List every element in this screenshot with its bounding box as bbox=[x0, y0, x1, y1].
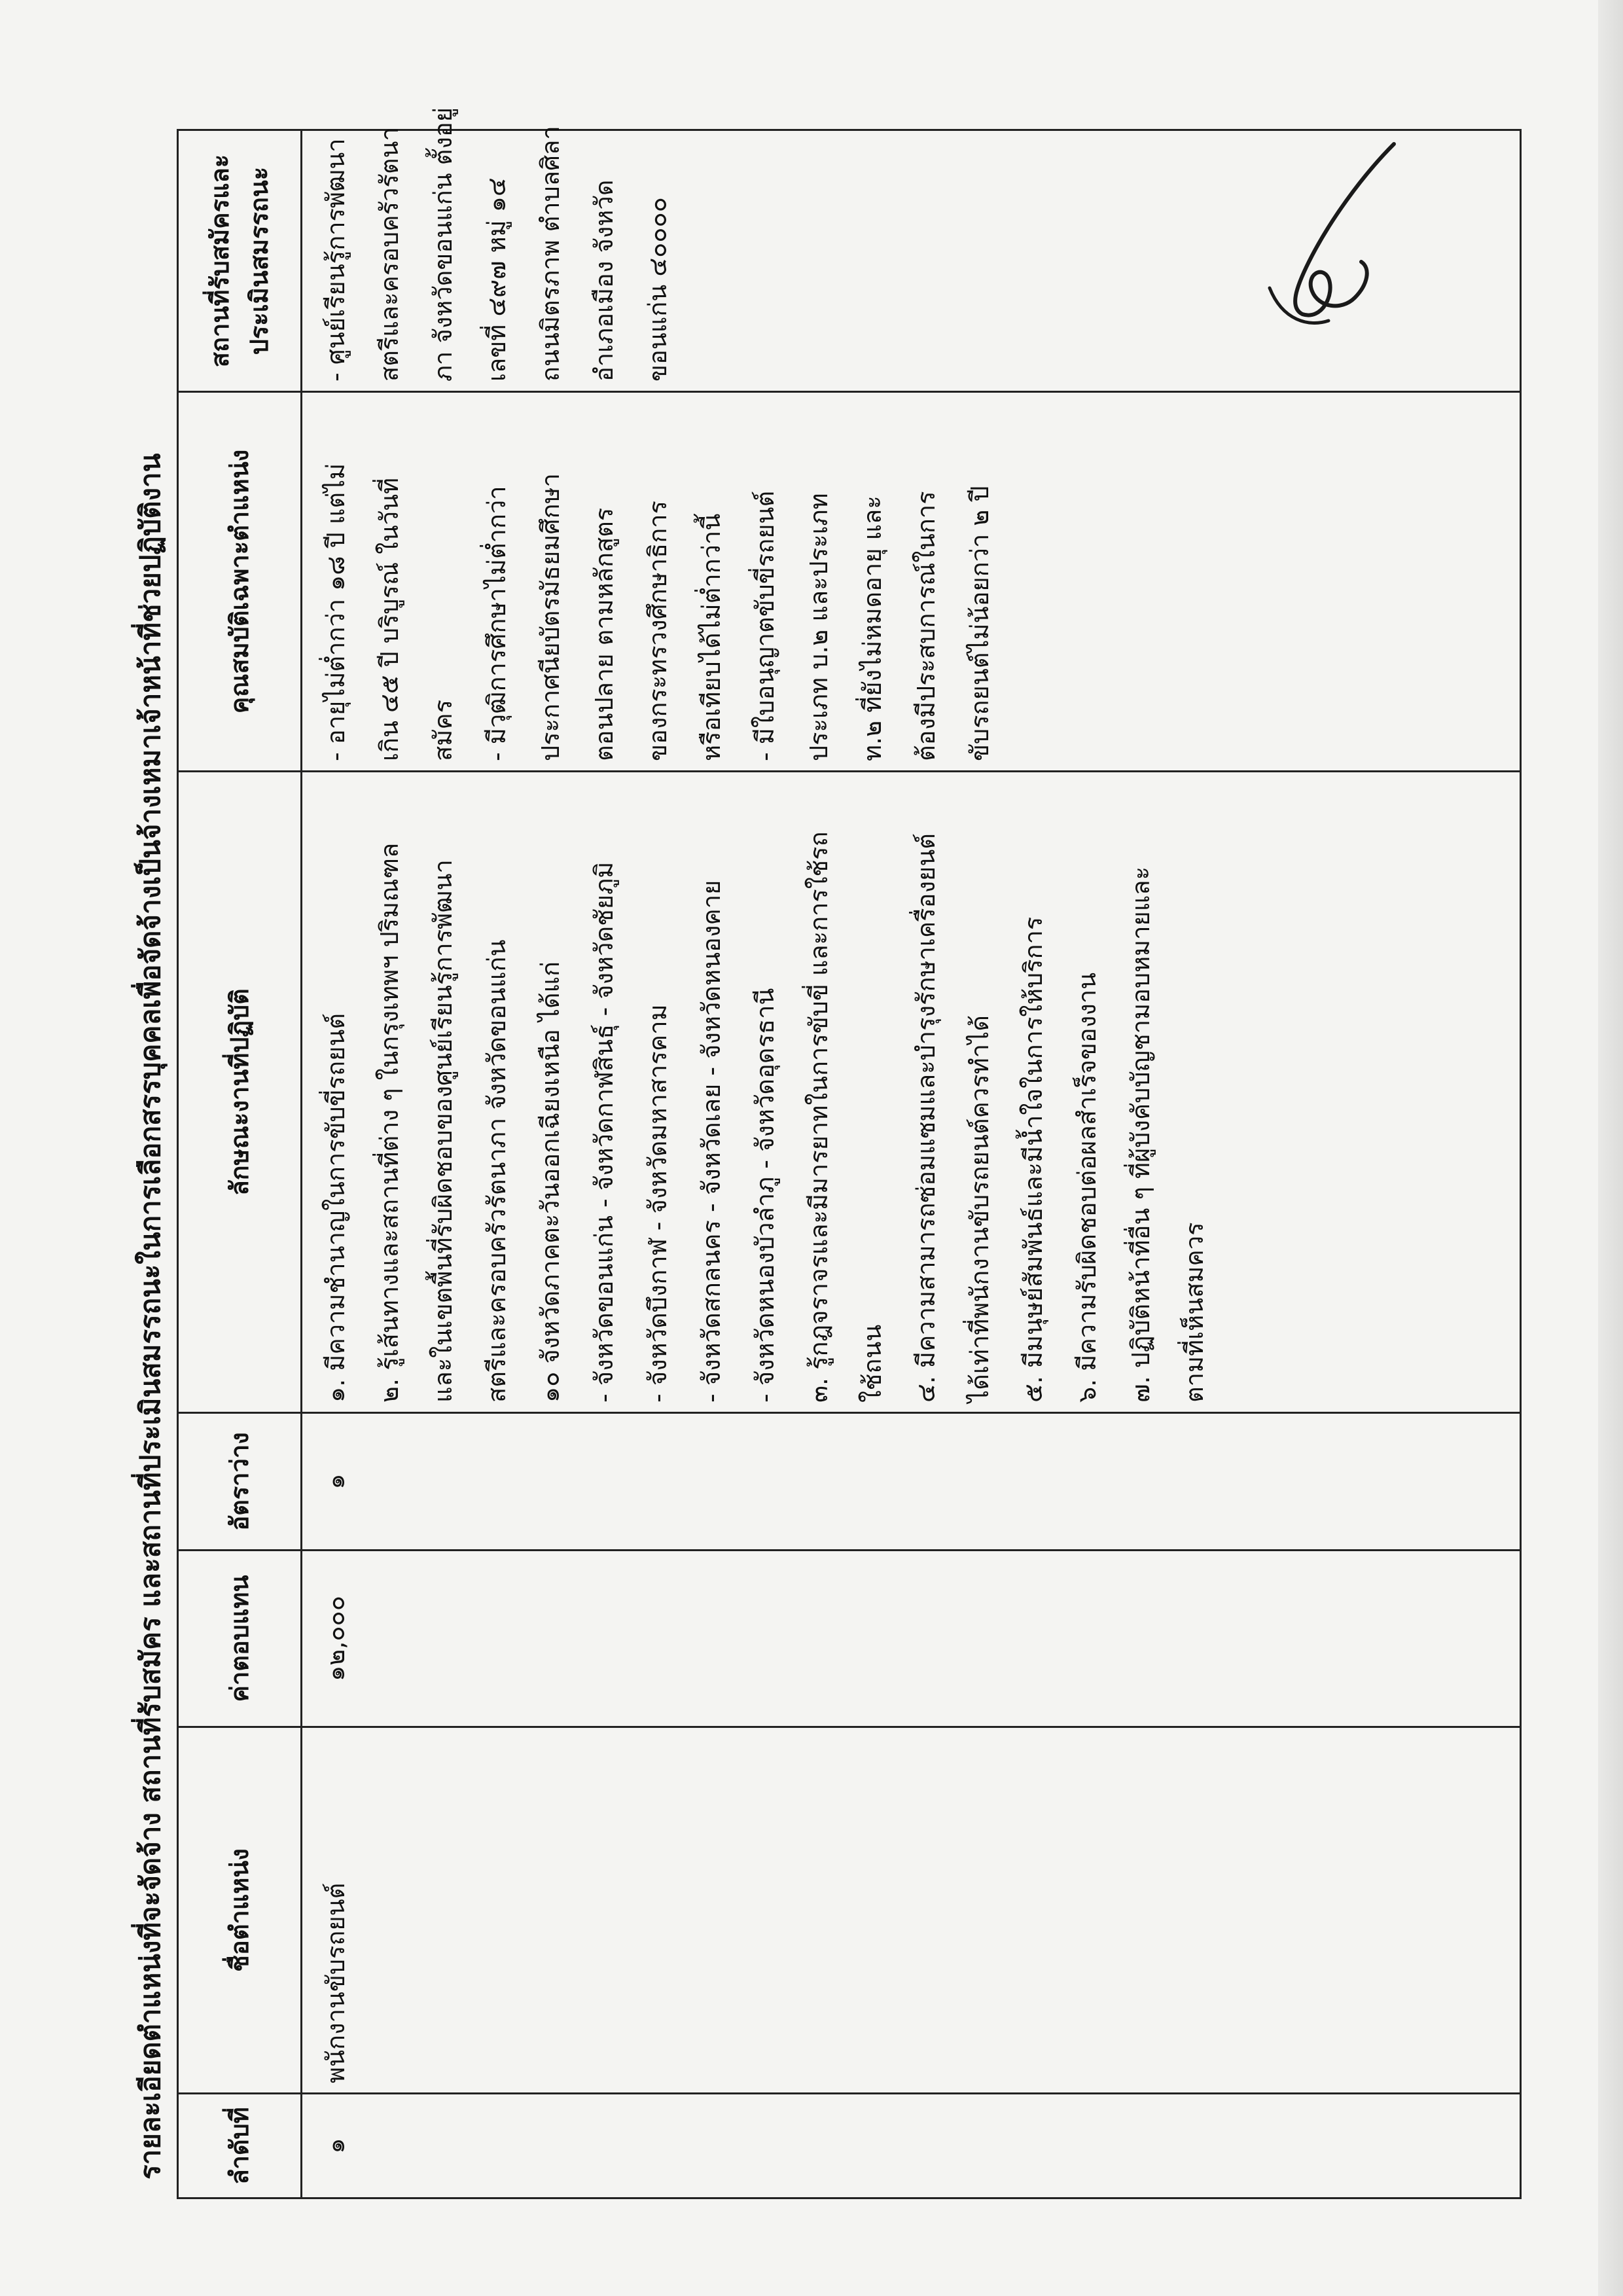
duty-line: ๑๐ จังหวัดภาคตะวันออกเฉียงเหนือ ได้แก่ bbox=[536, 961, 565, 1403]
duty-line: ได้เท่าที่พนักงานขับรถยนต์ควรทำได้ bbox=[965, 1015, 994, 1403]
duty-line: - จังหวัดขอนแก่น - จังหวัดกาฬสินธุ์ - จังหวัดชัยภูมิ bbox=[590, 861, 618, 1403]
cell-no: ๑ bbox=[302, 2094, 1521, 2198]
duty-line: - จังหวัดสกลนคร - จังหวัดเลย - จังหวัดหนองคาย bbox=[697, 880, 726, 1403]
qualification-line: ต้องมีประสบการณ์ในการ bbox=[912, 491, 940, 761]
qualification-line: ขับรถยนต์ไม่น้อยกว่า ๒ ปี bbox=[965, 486, 994, 761]
signature-icon bbox=[1230, 124, 1427, 334]
duty-line: ๑. มีความชำนาญในการขับขี่รถยนต์ bbox=[321, 1013, 350, 1403]
scan-edge bbox=[1598, 0, 1623, 2296]
duty-line: ๒. รู้เส้นทางและสถานที่ต่าง ๆ ในกรุงเทพฯ ปริมณฑล bbox=[375, 842, 404, 1403]
header-rate: อัตราว่าง bbox=[178, 1413, 302, 1551]
qualification-line: - มีใบอนุญาตขับขี่รถยนต์ bbox=[751, 490, 779, 761]
location-line: ขอนแก่น ๔๐๐๐๐ bbox=[643, 197, 672, 382]
position-table bbox=[177, 107, 1522, 2199]
header-row bbox=[178, 130, 302, 2198]
location-line: ภา จังหวัดขอนแก่น ตั้งอยู่ bbox=[429, 107, 457, 382]
qualification-line: ประกาศนียบัตรมัธยมศึกษา bbox=[536, 473, 565, 761]
header-no: ลำดับที่ bbox=[178, 2094, 302, 2198]
qualification-line: - มีวุฒิการศึกษาไม่ต่ำกว่า bbox=[482, 486, 511, 761]
cell-rate: ๑ bbox=[302, 1413, 1521, 1551]
document-title: รายละเอียดตำแหน่งที่จะจัดจ้าง สถานที่รับสมัคร และสถานที่ประเมินสมรรถนะในการเลือกสรรบุคคลเพื่อจัดจ้างเป็นจ้างเหมาเจ้าหน้าที่ช่วยปฏิบัติงาน bbox=[134, 453, 166, 2179]
qualification-line: ท.๒ ที่ยังไม่หมดอายุ และ bbox=[858, 495, 887, 761]
qualification-line: ตอนปลาย ตามหลักสูตร bbox=[590, 507, 618, 761]
header-duties: ลักษณะงานที่ปฏิบัติ bbox=[178, 772, 302, 1413]
header-location: สถานที่รับสมัครและประเมินสมรรถนะ bbox=[178, 130, 302, 392]
table-row bbox=[302, 130, 1521, 2198]
header-pay: ค่าตอบแทน bbox=[178, 1551, 302, 1727]
duty-line: ๖. มีความรับผิดชอบต่อผลสำเร็จของงาน bbox=[1073, 972, 1101, 1403]
duty-line: ตามที่เห็นสมควร bbox=[1180, 1222, 1209, 1403]
duty-line: และในเขตพื้นที่รับผิดชอบของศูนย์เรียนรู้การพัฒนา bbox=[429, 859, 457, 1403]
qualification-line: สมัคร bbox=[429, 699, 457, 761]
duty-line: ๔. มีความสามารถซ่อมแซมและบำรุงรักษาเครื่องยนต์ bbox=[912, 833, 940, 1403]
location-line: ถนนมิตรภาพ ตำบลศิลา bbox=[536, 126, 565, 382]
header-qualifications: คุณสมบัติเฉพาะตำแหน่ง bbox=[178, 392, 302, 772]
cell-qualifications bbox=[302, 392, 1521, 772]
location-line: เลขที่ ๔๙๗ หมู่ ๑๔ bbox=[482, 177, 511, 382]
duty-line: - จังหวัดบึงกาฬ - จังหวัดมหาสารคาม bbox=[643, 1004, 672, 1403]
qualification-line: ประเภท บ.๒ และประเภท bbox=[804, 493, 833, 761]
location-line: - ศูนย์เรียนรู้การพัฒนา bbox=[321, 138, 350, 382]
duty-line: ๗. ปฏิบัติหน้าที่อื่น ๆ ที่ผู้บังคับบัญชามอบหมายและ bbox=[1126, 867, 1155, 1403]
cell-position: พนักงานขับรถยนต์ bbox=[302, 1727, 1521, 2094]
duty-line: สตรีและครอบครัวรัตนาภา จังหวัดขอนแก่น bbox=[482, 939, 511, 1403]
duty-line: ๕. มีมนุษย์สัมพันธ์และมีน้ำใจในการให้บริการ bbox=[1019, 916, 1048, 1403]
qualification-line: - อายุไม่ต่ำกว่า ๑๘ ปี แต่ไม่ bbox=[321, 463, 350, 761]
cell-pay: ๑๒,๐๐๐ bbox=[302, 1551, 1521, 1727]
duty-line: - จังหวัดหนองบัวลำภู - จังหวัดอุดรธานี bbox=[751, 988, 779, 1403]
location-line: สตรีและครอบครัวรัตนา bbox=[375, 127, 404, 382]
qualification-line: เกิน ๔๕ ปี บริบูรณ์ ในวันที่ bbox=[375, 477, 404, 761]
duty-line: ๓. รู้กฎจราจรและมีมารยาทในการขับขี่ และการใช้รถ bbox=[804, 831, 833, 1403]
cell-duties bbox=[302, 772, 1521, 1413]
rotated-page bbox=[118, 107, 1558, 2199]
location-line: อำเภอเมือง จังหวัด bbox=[590, 179, 618, 382]
header-position: ชื่อตำแหน่ง bbox=[178, 1727, 302, 2094]
duty-line: ใช้ถนน bbox=[858, 1324, 887, 1403]
qualification-line: ของกระทรวงศึกษาธิการ bbox=[643, 501, 672, 761]
qualification-line: หรือเทียบได้ไม่ต่ำกว่านี้ bbox=[697, 513, 726, 761]
